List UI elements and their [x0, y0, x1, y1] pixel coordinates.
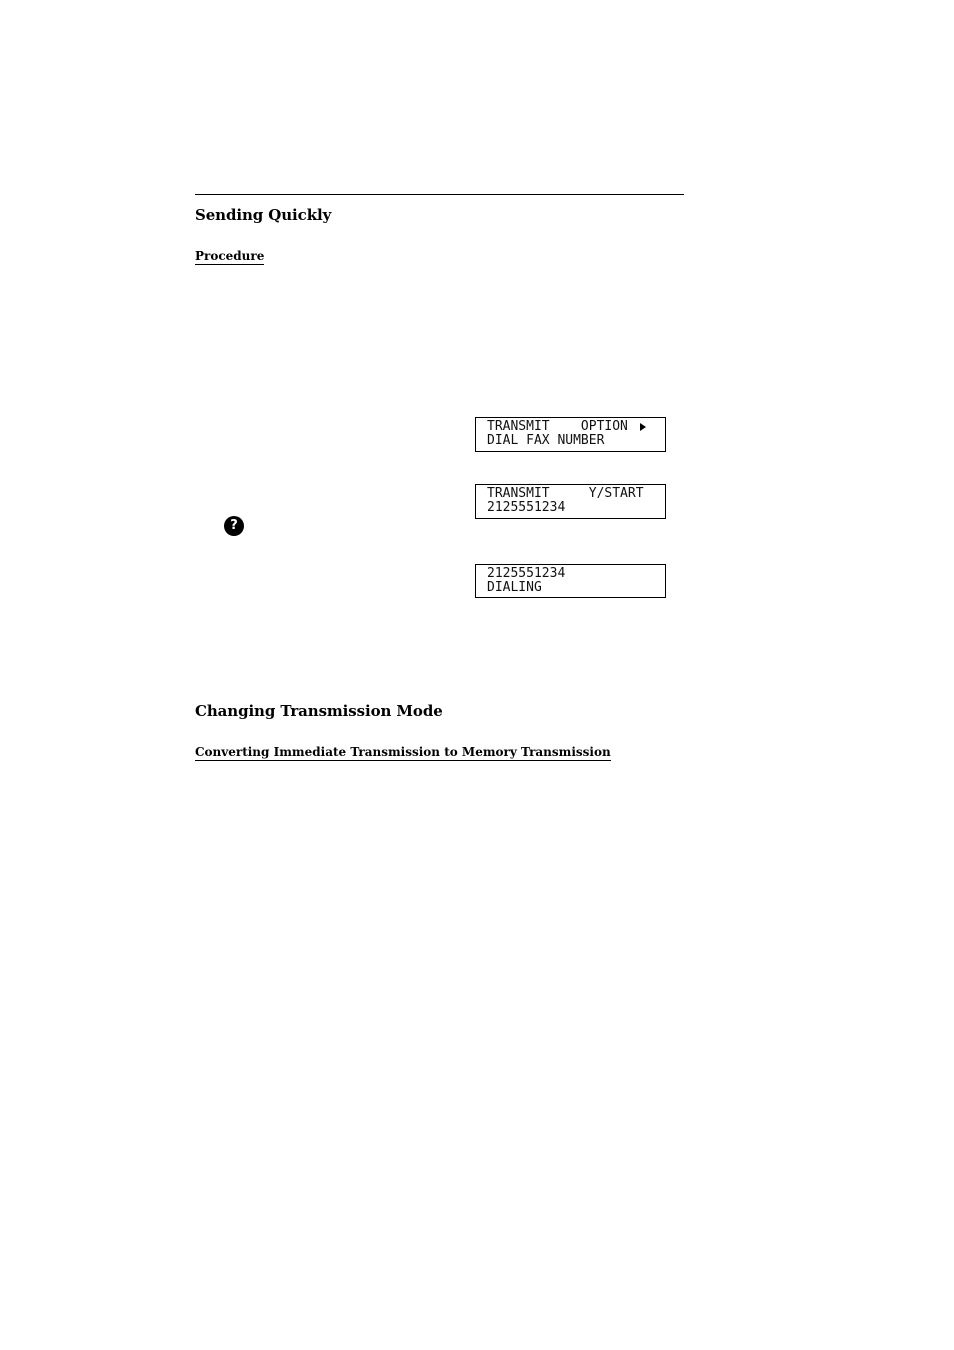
section-title-sending-quickly: Sending Quickly	[195, 206, 332, 224]
lcd-line-1: TRANSMIT Y/START	[487, 486, 644, 501]
section-title-changing-transmission-mode: Changing Transmission Mode	[195, 702, 443, 720]
lcd-line-1: 2125551234	[487, 566, 566, 581]
lcd-line-1: TRANSMIT OPTION	[487, 419, 628, 434]
lcd-line-2: DIAL FAX NUMBER	[487, 432, 605, 448]
question-mark-icon: ?	[224, 516, 244, 536]
lcd-line-2: 2125551234	[487, 499, 566, 515]
lcd-display-transmit-option	[475, 417, 666, 452]
subsection-title-procedure: Procedure	[195, 249, 265, 263]
header-rule	[195, 194, 684, 195]
right-arrow-icon	[640, 423, 646, 431]
lcd-display-transmit-start	[475, 484, 666, 519]
lcd-display-dialing	[475, 564, 666, 598]
lcd-line-2: DIALING	[487, 579, 542, 595]
subsection-title-converting-transmission: Converting Immediate Transmission to Memory Transmission	[195, 745, 611, 759]
